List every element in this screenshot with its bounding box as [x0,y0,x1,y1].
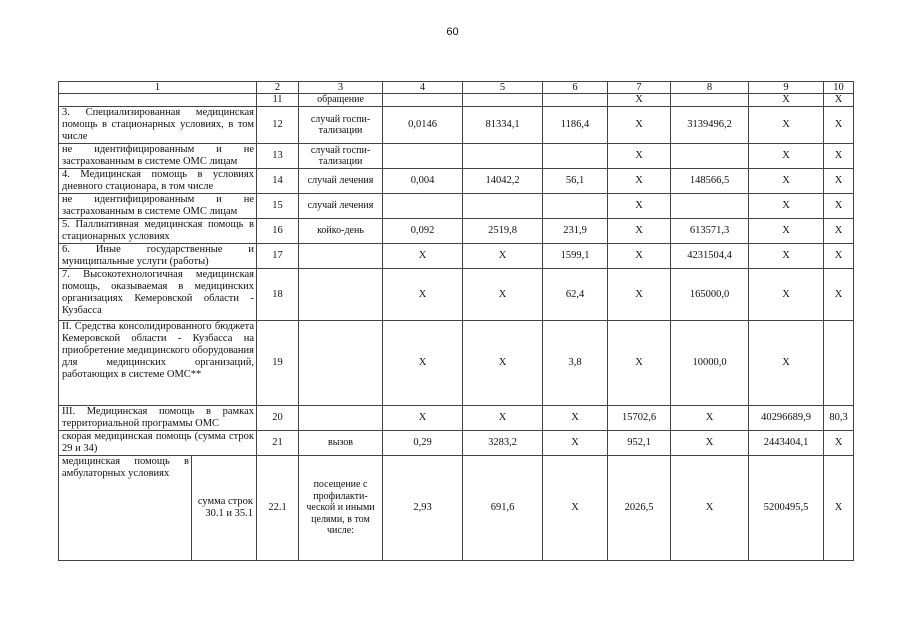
row-name-cell: не идентифицированным и не застрахованным в системе ОМС лицам [59,144,257,169]
row-value-cell: 2026,5 [608,456,671,561]
row-value-cell [383,94,463,107]
row-value-cell: 0,0146 [383,107,463,144]
row-value-cell: 3283,2 [463,431,543,456]
header-cell: 7 [608,82,671,94]
row-name-cell: 7. Высокотехнологичная медицинская помощь, оказываемая в медицинских организациях Кемеровской области - Кузбасса [59,269,257,321]
table-row [59,406,854,431]
page-number: 60 [446,26,459,38]
row-name-cell: II. Средства консолидированного бюджета Кемеровской области - Кузбасса на приобретение медицинского оборудования для медицинских организаций, работающих в системе ОМС** [59,321,257,406]
row-value-cell: Х [608,144,671,169]
row-name-cell: 6. Иные государственные и муниципальные услуги (работы) [59,244,257,269]
row-unit-cell [299,321,383,406]
header-cell: 9 [749,82,824,94]
row-unit-cell: случай госпи-тализации [299,144,383,169]
row-value-cell [543,94,608,107]
row-name-cell: 4. Медицинская помощь в условиях дневного стационара, в том числе [59,169,257,194]
row-code-cell: 13 [257,144,299,169]
header-cell: 4 [383,82,463,94]
row-unit-cell [299,269,383,321]
row-value-cell: Х [608,107,671,144]
row-value-cell: Х [608,94,671,107]
row-value-cell: 56,1 [543,169,608,194]
row-value-cell: Х [749,194,824,219]
row-value-cell: Х [824,219,854,244]
row-value-cell: Х [608,219,671,244]
row-code-cell: 12 [257,107,299,144]
row-value-cell: Х [383,321,463,406]
header-row [59,82,854,94]
header-cell: 6 [543,82,608,94]
row-value-cell: Х [824,169,854,194]
row-value-cell: Х [671,431,749,456]
table-row [59,321,854,406]
row-code-cell: 22.1 [257,456,299,561]
row-value-cell [383,194,463,219]
row-value-cell: Х [824,107,854,144]
row-value-cell: 2,93 [383,456,463,561]
row-name-cell: не идентифицированным и не застрахованным в системе ОМС лицам [59,194,257,219]
header-cell: 10 [824,82,854,94]
row-value-cell: Х [383,406,463,431]
table-row [59,244,854,269]
row-value-cell: Х [463,321,543,406]
row-value-cell [463,94,543,107]
row-unit-cell: случай лечения [299,169,383,194]
row-value-cell [671,144,749,169]
row-code-cell: 21 [257,431,299,456]
row-unit-cell: койко-день [299,219,383,244]
header-cell: 3 [299,82,383,94]
row-value-cell: 4231504,4 [671,244,749,269]
row-value-cell [824,321,854,406]
row-value-cell: Х [608,244,671,269]
header-cell: 1 [59,82,257,94]
row-value-cell: 0,004 [383,169,463,194]
row-value-cell: 165000,0 [671,269,749,321]
row-value-cell: 3,8 [543,321,608,406]
row-code-cell: 14 [257,169,299,194]
row-value-cell: Х [749,169,824,194]
row-value-cell: 80,3 [824,406,854,431]
row-value-cell: Х [671,406,749,431]
row-code-cell: 15 [257,194,299,219]
row-value-cell: Х [463,244,543,269]
row-value-cell [383,144,463,169]
row-code-cell: 11 [257,94,299,107]
row-value-cell: Х [608,269,671,321]
row-value-cell: Х [749,269,824,321]
row-value-cell [671,194,749,219]
table-row [59,144,854,169]
row-value-cell: Х [824,194,854,219]
row-value-cell: 3139496,2 [671,107,749,144]
row-value-cell: Х [749,144,824,169]
row-value-cell [543,144,608,169]
table-row [59,107,854,144]
row-value-cell: 14042,2 [463,169,543,194]
row-code-cell: 20 [257,406,299,431]
row-value-cell [543,194,608,219]
row-value-cell: 2519,8 [463,219,543,244]
row-value-cell [671,94,749,107]
row-value-cell: Х [383,269,463,321]
row-name-cell: медицинская помощь в амбулаторных условиях [59,456,192,561]
row-name-cell: 5. Паллиативная медицинская помощь в стационарных условиях [59,219,257,244]
row-value-cell: 62,4 [543,269,608,321]
row-unit-cell [299,244,383,269]
row-code-cell: 18 [257,269,299,321]
row-value-cell: 613571,3 [671,219,749,244]
row-value-cell: 0,29 [383,431,463,456]
table-row [59,431,854,456]
row-unit-cell: обращение [299,94,383,107]
table-row [59,194,854,219]
row-value-cell: Х [671,456,749,561]
row-value-cell: 691,6 [463,456,543,561]
row-name-cell [59,94,257,107]
row-value-cell: 231,9 [543,219,608,244]
row-value-cell: Х [543,456,608,561]
row-value-cell: Х [383,244,463,269]
row-value-cell: 2443404,1 [749,431,824,456]
row-value-cell: Х [608,194,671,219]
row-value-cell: Х [608,169,671,194]
row-value-cell: Х [463,406,543,431]
row-value-cell: Х [608,321,671,406]
table-row [59,169,854,194]
row-value-cell: Х [824,431,854,456]
row-unit-cell: посещение с профилакти-ческой и иными целями, в том числе: [299,456,383,561]
row-value-cell: Х [824,269,854,321]
row-name-cell: скорая медицинская помощь (сумма строк 29 и 34) [59,431,257,456]
row-value-cell: 148566,5 [671,169,749,194]
table-row [59,94,854,107]
row-value-cell: Х [824,94,854,107]
row-value-cell: 1186,4 [543,107,608,144]
row-value-cell [463,144,543,169]
row-value-cell: Х [543,406,608,431]
row-unit-cell: случай лечения [299,194,383,219]
row-sub-cell: сумма строк 30.1 и 35.1 [192,456,257,561]
row-value-cell: Х [824,144,854,169]
table-row [59,456,854,561]
row-value-cell: 15702,6 [608,406,671,431]
row-unit-cell: случай госпи-тализации [299,107,383,144]
row-value-cell: 1599,1 [543,244,608,269]
row-unit-cell: вызов [299,431,383,456]
table-row [59,219,854,244]
row-code-cell: 17 [257,244,299,269]
row-value-cell: Х [824,456,854,561]
row-value-cell: Х [749,94,824,107]
row-value-cell: Х [749,107,824,144]
row-code-cell: 16 [257,219,299,244]
header-cell: 8 [671,82,749,94]
row-value-cell: 5200495,5 [749,456,824,561]
row-value-cell: Х [463,269,543,321]
row-value-cell: Х [749,244,824,269]
financing-table [58,81,854,561]
row-value-cell: 0,092 [383,219,463,244]
row-value-cell [463,194,543,219]
header-cell: 2 [257,82,299,94]
row-value-cell: 10000,0 [671,321,749,406]
row-name-cell: III. Медицинская помощь в рамках территориальной программы ОМС [59,406,257,431]
row-value-cell: Х [824,244,854,269]
row-code-cell: 19 [257,321,299,406]
row-value-cell: Х [749,321,824,406]
row-value-cell: 81334,1 [463,107,543,144]
row-value-cell: Х [543,431,608,456]
row-name-cell: 3. Специализированная медицинская помощь в стационарных условиях, в том числе [59,107,257,144]
row-value-cell: 40296689,9 [749,406,824,431]
row-value-cell: 952,1 [608,431,671,456]
header-cell: 5 [463,82,543,94]
table-row [59,269,854,321]
row-unit-cell [299,406,383,431]
row-value-cell: Х [749,219,824,244]
